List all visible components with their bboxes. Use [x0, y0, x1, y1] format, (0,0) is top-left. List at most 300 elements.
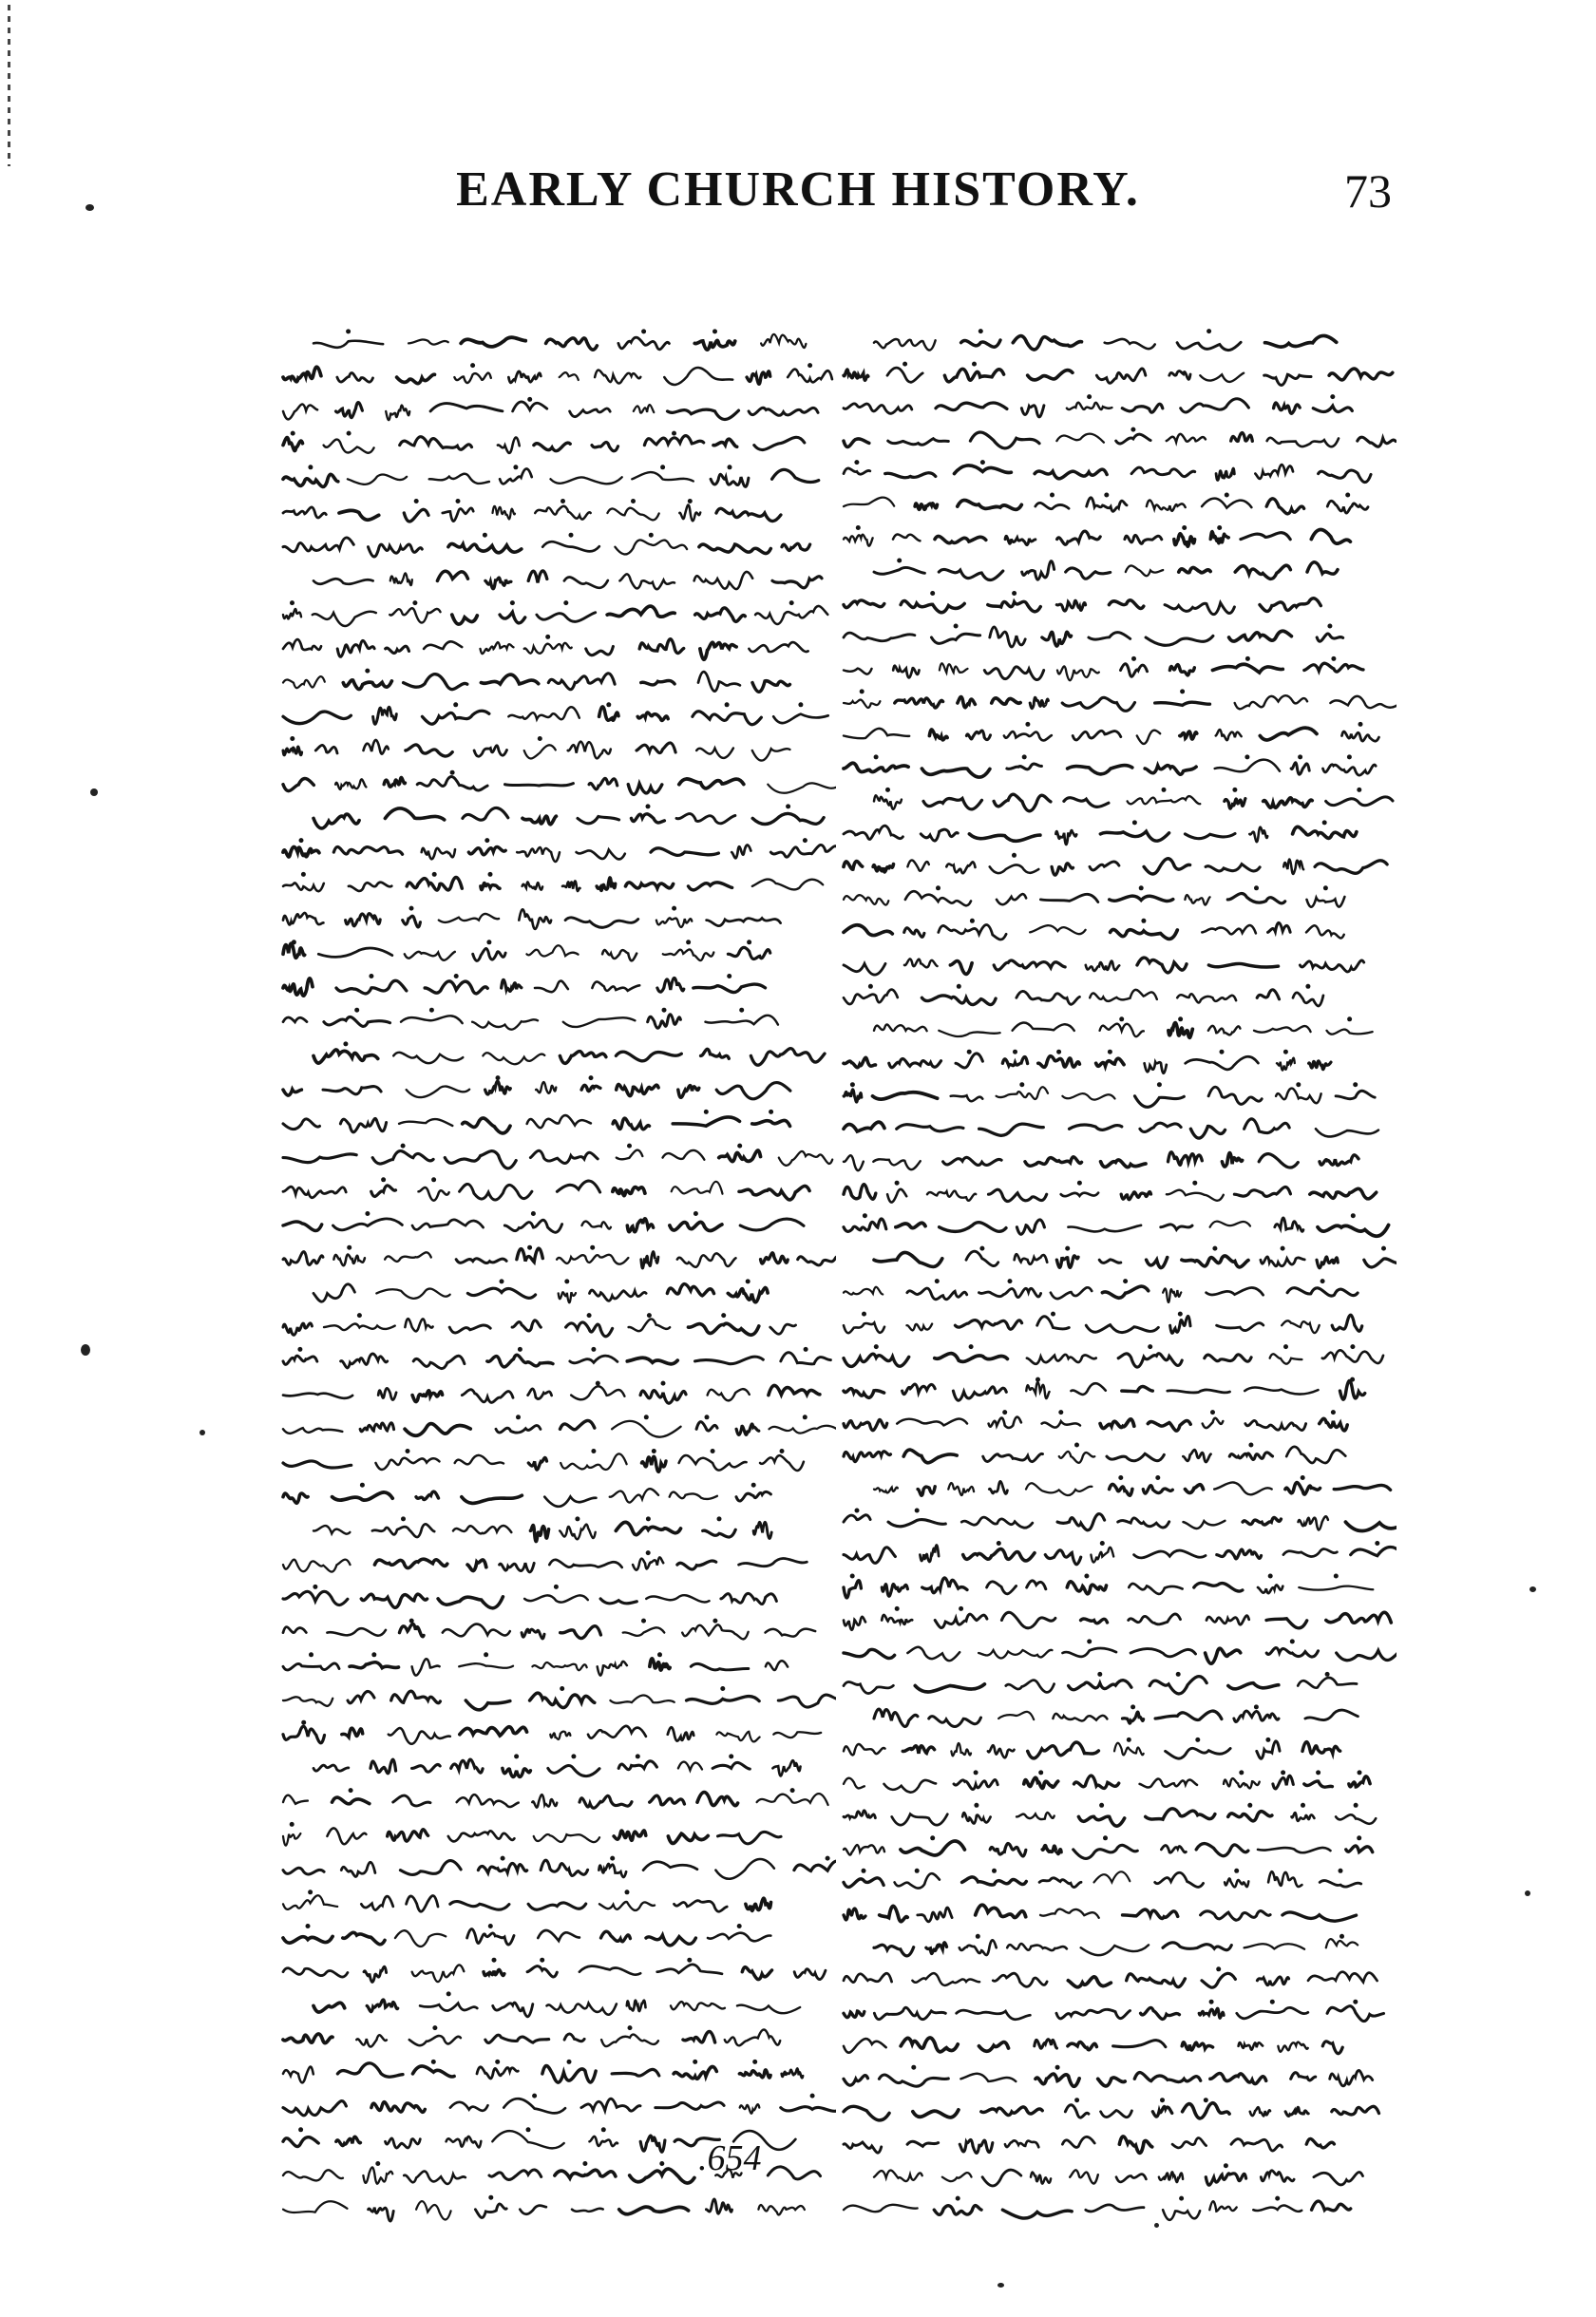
- shorthand-word: [557, 1181, 599, 1192]
- shorthand-word: [844, 1649, 895, 1658]
- shorthand-word: [570, 1356, 618, 1363]
- shorthand-word: [560, 372, 579, 380]
- shorthand-word: [283, 1222, 322, 1231]
- shorthand-word: [844, 439, 869, 447]
- shorthand-word: [1285, 1483, 1320, 1494]
- shorthand-word: [520, 2206, 546, 2214]
- shorthand-dot: [911, 2065, 916, 2070]
- shorthand-word: [460, 1727, 527, 1736]
- shorthand-word: [844, 1155, 864, 1170]
- shorthand-word: [740, 1219, 804, 1230]
- shorthand-dot: [712, 329, 717, 333]
- shorthand-word: [1206, 1616, 1249, 1624]
- shorthand-word: [627, 1219, 653, 1232]
- shorthand-dot: [291, 431, 295, 436]
- shorthand-word: [895, 1873, 940, 1888]
- shorthand-word: [443, 1624, 510, 1637]
- shorthand-word: [1202, 499, 1251, 508]
- shorthand-word: [1312, 2201, 1351, 2211]
- shorthand-dot: [575, 1516, 580, 1521]
- shorthand-word: [1285, 2107, 1308, 2116]
- shorthand-word: [844, 895, 888, 904]
- shorthand-dot: [1127, 1738, 1131, 1742]
- shorthand-dot: [1353, 1082, 1358, 1087]
- shorthand-word: [560, 1525, 596, 1540]
- shorthand-word: [1183, 1450, 1210, 1462]
- shorthand-word: [695, 1357, 764, 1364]
- shorthand-word: [844, 1452, 891, 1462]
- shorthand-word: [754, 437, 805, 449]
- shorthand-word: [627, 2001, 646, 2011]
- shorthand-dot: [290, 600, 294, 605]
- shorthand-word: [1042, 1421, 1080, 1428]
- shorthand-word: [1287, 1288, 1358, 1297]
- shorthand-word: [537, 613, 596, 622]
- shorthand-word: [314, 1284, 354, 1301]
- shorthand-dot: [1119, 1016, 1124, 1021]
- shorthand-word: [412, 1965, 465, 1982]
- shorthand-word: [668, 1727, 694, 1740]
- shorthand-word: [466, 1700, 510, 1710]
- shorthand-dot: [1301, 1803, 1305, 1808]
- shorthand-word: [1068, 766, 1132, 774]
- shorthand-word: [283, 1090, 301, 1095]
- shorthand-word: [1266, 1648, 1318, 1658]
- shorthand-word: [613, 1118, 649, 1130]
- shorthand-dot: [644, 1415, 649, 1419]
- shorthand-word: [644, 436, 703, 446]
- shorthand-dot: [1357, 1835, 1361, 1840]
- shorthand-word: [610, 1489, 658, 1502]
- shorthand-dot: [915, 1509, 920, 1513]
- shorthand-word: [420, 2004, 477, 2011]
- shorthand-word: [1225, 1878, 1248, 1887]
- shorthand-dot: [970, 919, 975, 923]
- shorthand-word: [1318, 1225, 1389, 1237]
- shorthand-word: [314, 341, 383, 348]
- shorthand-dot: [686, 940, 691, 944]
- shorthand-word: [673, 1117, 739, 1126]
- shorthand-word: [1147, 1258, 1168, 1268]
- shorthand-word: [672, 1182, 723, 1194]
- shorthand-word: [500, 613, 525, 623]
- shorthand-word: [508, 371, 541, 383]
- shorthand-word: [892, 1814, 948, 1826]
- shorthand-word: [663, 1150, 705, 1160]
- shorthand-word: [283, 1428, 342, 1434]
- shorthand-word: [361, 1896, 393, 1909]
- shorthand-word: [283, 1356, 317, 1364]
- shorthand-word: [1228, 1683, 1279, 1689]
- shorthand-word: [1227, 894, 1284, 903]
- shorthand-word: [950, 961, 972, 975]
- shorthand-dot: [1013, 1050, 1017, 1054]
- shorthand-word: [940, 663, 968, 673]
- shorthand-word: [449, 1325, 490, 1333]
- shorthand-word: [1264, 374, 1311, 385]
- shorthand-dot: [1217, 525, 1222, 530]
- ink-speck: [81, 1344, 90, 1356]
- shorthand-word: [1208, 963, 1278, 967]
- shorthand-word: [404, 2172, 466, 2184]
- ink-speck: [86, 204, 94, 211]
- shorthand-word: [385, 1252, 431, 1262]
- shorthand-word: [1126, 565, 1163, 576]
- shorthand-word: [535, 981, 568, 993]
- shorthand-word: [656, 2102, 724, 2109]
- shorthand-dot: [631, 499, 636, 503]
- shorthand-word: [522, 816, 556, 825]
- shorthand-dot: [930, 1835, 935, 1840]
- shorthand-dot: [1340, 1934, 1344, 1939]
- shorthand-dot: [313, 1585, 317, 1589]
- shorthand-word: [1035, 2040, 1057, 2048]
- shorthand-word: [1036, 503, 1069, 508]
- shorthand-dot: [406, 1449, 410, 1453]
- shorthand-word: [1260, 598, 1320, 612]
- shorthand-word: [1125, 535, 1162, 543]
- shorthand-word: [538, 1930, 580, 1941]
- shorthand-word: [770, 1324, 796, 1334]
- shorthand-word: [689, 1323, 759, 1335]
- shorthand-word: [844, 669, 872, 674]
- shorthand-word: [1116, 2175, 1146, 2182]
- shorthand-word: [474, 746, 506, 756]
- shorthand-word: [935, 1614, 987, 1627]
- shorthand-dot: [495, 2060, 500, 2064]
- shorthand-word: [888, 439, 949, 446]
- shorthand-word: [901, 1841, 965, 1855]
- shorthand-word: [416, 1491, 439, 1499]
- shorthand-word: [778, 1695, 836, 1707]
- shorthand-dot: [484, 838, 489, 843]
- shorthand-word: [560, 1052, 606, 1064]
- running-head: EARLY CHURCH HISTORY.: [456, 162, 1140, 217]
- shorthand-dot: [1179, 2196, 1184, 2201]
- shorthand-word: [527, 1115, 591, 1128]
- shorthand-word: [874, 1024, 927, 1031]
- shorthand-word: [844, 700, 880, 708]
- shorthand-word: [1322, 1350, 1383, 1363]
- shorthand-dot: [746, 1279, 750, 1283]
- shorthand-dot: [687, 1958, 692, 1963]
- shorthand-word: [502, 979, 522, 991]
- shorthand-word: [1179, 567, 1210, 572]
- shorthand-dot: [1322, 820, 1327, 825]
- shorthand-word: [327, 1828, 366, 1844]
- shorthand-word: [844, 633, 915, 641]
- shorthand-dot: [1247, 1803, 1252, 1808]
- shorthand-word: [283, 2067, 314, 2083]
- shorthand-dot: [967, 1050, 972, 1054]
- shorthand-word: [769, 1385, 820, 1395]
- shorthand-word: [737, 2005, 800, 2014]
- shorthand-dot: [780, 1449, 785, 1453]
- shorthand-word: [283, 883, 324, 891]
- shorthand-word: [407, 1895, 438, 1911]
- shorthand-dot: [1305, 984, 1310, 989]
- shorthand-word: [401, 1016, 463, 1023]
- shorthand-dot: [1248, 1443, 1253, 1448]
- shorthand-dot: [1195, 1738, 1200, 1742]
- shorthand-word: [1258, 1848, 1331, 1852]
- shorthand-dot: [1099, 1803, 1104, 1808]
- shorthand-word: [739, 1186, 809, 1199]
- shorthand-word: [1210, 1222, 1250, 1227]
- shorthand-dot: [401, 1516, 406, 1521]
- shorthand-dot: [564, 1279, 569, 1283]
- shorthand-dot: [808, 363, 812, 368]
- shorthand-dot: [1192, 1181, 1197, 1186]
- shorthand-word: [758, 2205, 805, 2214]
- shorthand-word: [901, 2038, 958, 2052]
- shorthand-word: [667, 1284, 713, 1296]
- shorthand-word: [993, 1973, 1047, 1986]
- shorthand-word: [1274, 403, 1301, 413]
- shorthand-word: [951, 1095, 983, 1101]
- shorthand-word: [550, 1732, 570, 1739]
- shorthand-dot: [957, 984, 961, 989]
- shorthand-word: [405, 952, 455, 960]
- shorthand-word: [1261, 1257, 1304, 1266]
- shorthand-dot: [306, 1924, 311, 1928]
- shorthand-word: [1057, 667, 1099, 681]
- shorthand-dot: [484, 1652, 488, 1657]
- shorthand-word: [452, 615, 478, 624]
- shorthand-word: [336, 403, 363, 418]
- shorthand-word: [1217, 1323, 1264, 1331]
- shorthand-word: [844, 1909, 865, 1920]
- shorthand-dot: [1265, 1738, 1270, 1742]
- shorthand-word: [674, 1901, 728, 1912]
- shorthand-word: [646, 1595, 709, 1602]
- shorthand-word: [378, 1388, 396, 1399]
- shorthand-word: [1169, 665, 1194, 675]
- shorthand-word: [405, 1319, 432, 1331]
- shorthand-dot: [897, 559, 902, 563]
- shorthand-word: [372, 1151, 433, 1164]
- shorthand-word: [716, 1083, 790, 1099]
- shorthand-word: [1306, 925, 1344, 938]
- shorthand-word: [324, 1017, 390, 1027]
- shorthand-word: [844, 1419, 887, 1430]
- shorthand-word: [989, 1189, 1047, 1201]
- shorthand-dot: [737, 1924, 742, 1928]
- shorthand-word: [283, 676, 325, 688]
- shorthand-word: [616, 1522, 680, 1534]
- shorthand-dot: [365, 669, 370, 674]
- shorthand-dot: [429, 1008, 434, 1013]
- shorthand-word: [1345, 1522, 1396, 1530]
- shorthand-word: [1311, 530, 1350, 544]
- shorthand-word: [935, 536, 986, 542]
- shorthand-word: [315, 745, 337, 753]
- shorthand-dot: [647, 1313, 652, 1318]
- ink-speck: [90, 788, 98, 796]
- shorthand-dot: [510, 600, 515, 605]
- shorthand-dot: [1283, 1050, 1288, 1054]
- shorthand-word: [1002, 1057, 1027, 1066]
- shorthand-word: [1135, 1096, 1185, 1108]
- shorthand-word: [695, 608, 746, 621]
- shorthand-word: [532, 1662, 586, 1670]
- shorthand-word: [844, 2039, 886, 2053]
- shorthand-word: [1005, 2140, 1038, 2147]
- shorthand-word: [283, 1493, 308, 1503]
- shorthand-word: [1264, 798, 1313, 807]
- shorthand-word: [960, 2074, 1016, 2081]
- shorthand-word: [437, 571, 467, 580]
- shorthand-word: [601, 2035, 658, 2047]
- shorthand-word: [1184, 1521, 1226, 1529]
- shorthand-word: [400, 1624, 425, 1636]
- shorthand-dot: [729, 1754, 733, 1758]
- shorthand-word: [772, 577, 822, 588]
- shorthand-dot: [1325, 1672, 1330, 1677]
- shorthand-word: [979, 1288, 1041, 1297]
- shorthand-word: [1253, 2205, 1302, 2211]
- shorthand-word: [956, 1054, 982, 1068]
- shorthand-dot: [1334, 1574, 1339, 1579]
- shorthand-word: [1121, 1192, 1150, 1200]
- shorthand-dot: [560, 499, 565, 503]
- shorthand-word: [844, 1744, 885, 1755]
- shorthand-word: [656, 918, 692, 927]
- shorthand-word: [581, 2099, 640, 2111]
- shorthand-word: [548, 674, 615, 690]
- shorthand-word: [893, 534, 920, 541]
- shorthand-word: [1200, 373, 1244, 382]
- shorthand-word: [921, 829, 958, 841]
- shorthand-word: [844, 963, 885, 975]
- shorthand-dot: [1178, 1016, 1183, 1021]
- shorthand-word: [844, 498, 894, 506]
- shorthand-word: [1040, 1909, 1099, 1918]
- shorthand-word: [907, 1324, 933, 1331]
- shorthand-word: [1118, 1354, 1182, 1367]
- shorthand-dot: [1358, 722, 1363, 727]
- shorthand-word: [412, 1220, 484, 1230]
- shorthand-word: [350, 1662, 399, 1668]
- shorthand-word: [1273, 1776, 1293, 1789]
- shorthand-word: [565, 918, 638, 927]
- shorthand-word: [1122, 404, 1163, 412]
- shorthand-word: [708, 1389, 750, 1400]
- shorthand-word: [1013, 1022, 1074, 1030]
- shorthand-word: [1068, 1977, 1111, 1987]
- shorthand-word: [1013, 336, 1081, 350]
- shorthand-word: [1078, 1816, 1124, 1826]
- shorthand-word: [1225, 799, 1245, 809]
- shorthand-word: [844, 1581, 861, 1598]
- shorthand-word: [844, 1617, 865, 1630]
- shorthand-word: [761, 334, 806, 348]
- shorthand-dot: [959, 1606, 963, 1611]
- shorthand-word: [407, 878, 462, 890]
- shorthand-word: [313, 612, 376, 626]
- shorthand-dot: [1055, 2065, 1060, 2070]
- shorthand-word: [389, 1728, 450, 1744]
- shorthand-word: [528, 1389, 552, 1399]
- shorthand-dot: [1087, 394, 1092, 399]
- shorthand-word: [915, 503, 937, 509]
- shorthand-word: [283, 538, 353, 552]
- shorthand-word: [339, 510, 379, 520]
- shorthand-word: [314, 1526, 350, 1534]
- shorthand-word: [694, 340, 734, 350]
- shorthand-word: [413, 1356, 465, 1368]
- shorthand-word: [1261, 2171, 1294, 2182]
- shorthand-word: [1322, 2042, 1342, 2054]
- shorthand-word: [1038, 1056, 1080, 1068]
- shorthand-word: [1265, 335, 1337, 347]
- shorthand-word: [736, 1424, 759, 1434]
- shorthand-dot: [308, 1890, 313, 1894]
- shorthand-word: [668, 1833, 708, 1843]
- shorthand-word: [572, 2209, 603, 2212]
- shorthand-word: [1268, 1871, 1302, 1887]
- shorthand-dot: [1056, 1050, 1061, 1054]
- shorthand-dot: [662, 1008, 667, 1013]
- shorthand-word: [1098, 2078, 1126, 2086]
- shorthand-word: [874, 339, 936, 350]
- shorthand-word: [1118, 1518, 1169, 1528]
- shorthand-word: [513, 402, 547, 411]
- shorthand-word: [761, 1253, 788, 1263]
- shorthand-dot: [292, 940, 296, 944]
- shorthand-word: [1114, 1743, 1144, 1756]
- shorthand-dot: [641, 1619, 646, 1624]
- shorthand-word: [884, 1780, 937, 1793]
- shorthand-word: [1340, 1380, 1365, 1399]
- shorthand-word: [413, 2066, 455, 2077]
- shorthand-word: [1212, 664, 1282, 673]
- shorthand-word: [1155, 702, 1210, 705]
- shorthand-word: [1307, 897, 1345, 907]
- shorthand-word: [882, 1585, 907, 1597]
- shorthand-dot: [343, 1041, 348, 1046]
- shorthand-word: [1234, 1187, 1290, 1196]
- shorthand-word: [992, 698, 1020, 704]
- shorthand-word: [391, 1691, 441, 1703]
- shorthand-word: [749, 408, 818, 415]
- shorthand-word: [1159, 2172, 1183, 2182]
- shorthand-word: [646, 1935, 695, 1946]
- shorthand-word: [752, 1120, 790, 1126]
- shorthand-word: [946, 862, 975, 873]
- shorthand-dot: [360, 1483, 365, 1488]
- shorthand-word: [1206, 1288, 1264, 1296]
- shorthand-word: [1161, 1225, 1192, 1229]
- shorthand-word: [755, 606, 827, 624]
- shorthand-word: [630, 2169, 694, 2183]
- shorthand-word: [936, 403, 1007, 410]
- shorthand-word: [445, 1151, 516, 1168]
- shorthand-dot: [514, 1754, 519, 1758]
- shorthand-word: [678, 1762, 702, 1771]
- shorthand-word: [1260, 728, 1317, 740]
- shorthand-dot: [365, 1211, 370, 1216]
- shorthand-word: [907, 2141, 939, 2146]
- shorthand-dot: [1157, 1082, 1162, 1087]
- shorthand-word: [424, 641, 462, 649]
- shorthand-word: [1309, 1061, 1331, 1070]
- shorthand-dot: [381, 1177, 386, 1182]
- shorthand-word: [626, 883, 674, 888]
- shorthand-word: [430, 404, 503, 411]
- shorthand-word: [697, 1793, 738, 1806]
- shorthand-word: [283, 913, 323, 925]
